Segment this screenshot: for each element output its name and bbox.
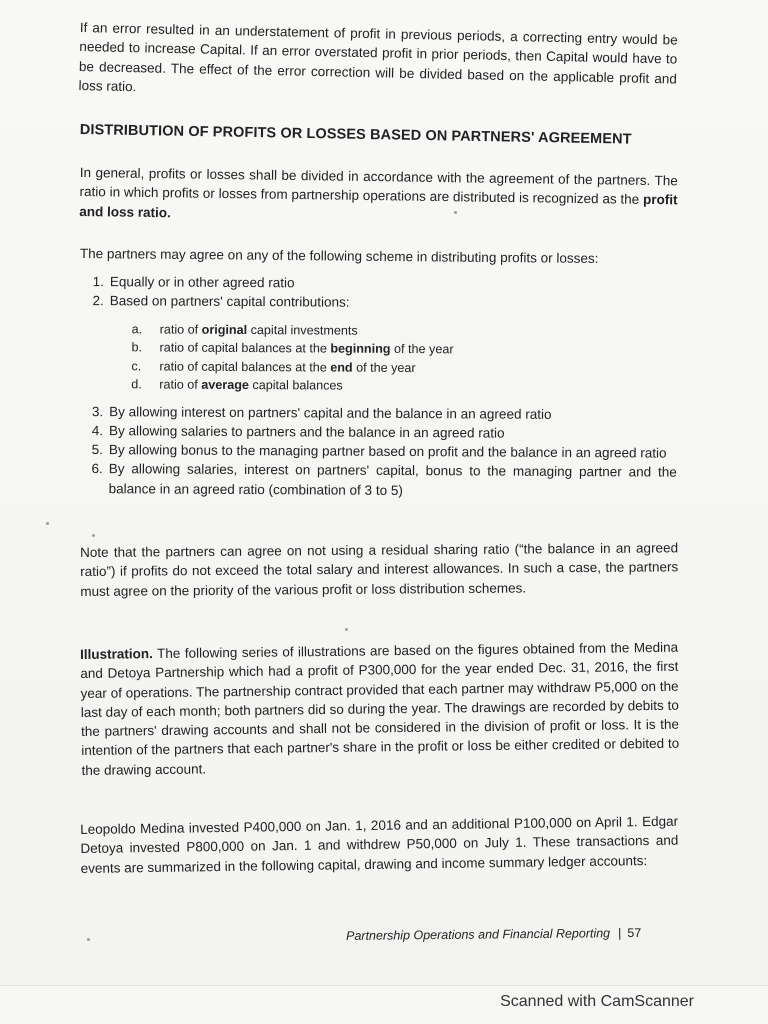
sub-text: capital balances xyxy=(248,378,343,393)
sub-bold: average xyxy=(201,377,249,393)
page-number: 57 xyxy=(627,925,642,941)
list-text: By allowing bonus to the managing partner based on profit and the balance in an agreed ratio xyxy=(108,442,667,461)
sub-letter: b. xyxy=(131,340,143,355)
sub-letter: a. xyxy=(131,321,143,336)
sub-bold: end xyxy=(330,360,353,375)
sub-letter: c. xyxy=(131,358,142,373)
page-footer xyxy=(346,926,641,943)
note-paragraph: Note that the partners can agree on not using a residual sharing ratio (“the balance in an agreed ratio”) if profits do not exceed the total salary and interest allowances. In such a case, the partners must agree on the priority of the various profit or loss distribution schemes. xyxy=(80,540,679,599)
schemes-intro: The partners may agree on any of the following scheme in distributing profits or losses: xyxy=(79,245,599,266)
camscanner-watermark: Scanned with CamScanner xyxy=(500,993,694,1010)
scan-speck xyxy=(87,938,90,941)
list-item xyxy=(82,291,678,314)
sub-bold: beginning xyxy=(330,341,391,356)
list-number: 2. xyxy=(92,293,104,309)
list-number: 3. xyxy=(91,403,104,419)
scan-speck xyxy=(454,211,457,214)
sub-letter: d. xyxy=(131,377,142,392)
profit-loss-ratio-term: profit and loss ratio. xyxy=(79,192,678,220)
list-text: By allowing interest on partners' capital and the balance in an agreed ratio xyxy=(109,403,552,422)
footer-separator: | xyxy=(618,926,622,941)
scan-speck xyxy=(46,522,49,525)
sub-text: ratio of capital balances at the xyxy=(159,359,331,375)
list-text: By allowing salaries, interest on partners' capital, bonus to the managing partner and the balance in an agreed ratio (combination of 3 to 5) xyxy=(108,461,677,498)
list-text: Based on partners' capital contributions: xyxy=(109,293,350,310)
section-heading: DISTRIBUTION OF PROFITS OR LOSSES BASED ON PARTNERS' AGREEMENT xyxy=(79,122,632,148)
list-number: 4. xyxy=(91,422,104,439)
illustration-paragraph xyxy=(80,638,680,780)
investments-paragraph: Leopoldo Medina invested P400,000 on Jan. 1, 2016 and an additional P100,000 on April 1. Edgar Detoya invested P800,000 on Jan. 1 and withdrew P50,000 on July 1. These transactions and events are summarized in the following capital, drawing and income summary ledger accounts: xyxy=(80,813,679,876)
schemes-list xyxy=(81,272,678,502)
list-number: 1. xyxy=(92,274,104,290)
scan-speck xyxy=(92,534,95,537)
list-text: Equally or in other agreed ratio xyxy=(109,274,295,291)
list-number: 6. xyxy=(91,461,103,477)
general-paragraph xyxy=(79,163,678,229)
footer-title: Partnership Operations and Financial Reporting xyxy=(346,926,611,943)
sub-item xyxy=(131,375,677,397)
illustration-label: Illustration. xyxy=(80,646,153,662)
intro-paragraph: If an error resulted in an understatement of profit in previous periods, a correcting entry would be needed to increase Capital. If an error overstated profit in prior periods, then Capital would have to be decreased. The effect of the error correction will be divided based on the applicable profit and loss ratio. xyxy=(78,19,678,95)
list-item xyxy=(81,459,677,501)
general-text: In general, profits or losses shall be divided in accordance with the agreement of the partners. The ratio in which profits or losses from partnership operations are distributed is recognized as the xyxy=(79,164,678,208)
capital-sublist xyxy=(131,320,677,397)
sub-text: ratio of capital balances at the xyxy=(159,340,331,356)
scan-speck xyxy=(345,628,348,631)
list-text: By allowing salaries to partners and the balance in an agreed ratio xyxy=(108,423,505,441)
sub-text: of the year xyxy=(352,360,416,375)
sub-text: ratio of xyxy=(159,377,202,392)
sub-text: ratio of xyxy=(159,322,202,337)
sub-text: of the year xyxy=(390,341,454,357)
illustration-text: The following series of illustrations are based on the figures obtained from the Medina and Detoya Partnership which had a profit of P300,000 for the year ended Dec. 31, 2016, the first year of operations. The partnership contract provided that each partner may withdraw P5,000 on the last day of each month; both partners did so during the year. The drawings are recorded by debits to the partners' drawing accounts and shall not be considered in the division of profit or loss. It is the intention of the partners that each partner's share in the profit or loss be either credited or debited to the drawing account. xyxy=(80,639,680,778)
sub-text: capital investments xyxy=(247,322,358,338)
sub-bold: original xyxy=(201,322,248,337)
list-number: 5. xyxy=(91,442,103,458)
